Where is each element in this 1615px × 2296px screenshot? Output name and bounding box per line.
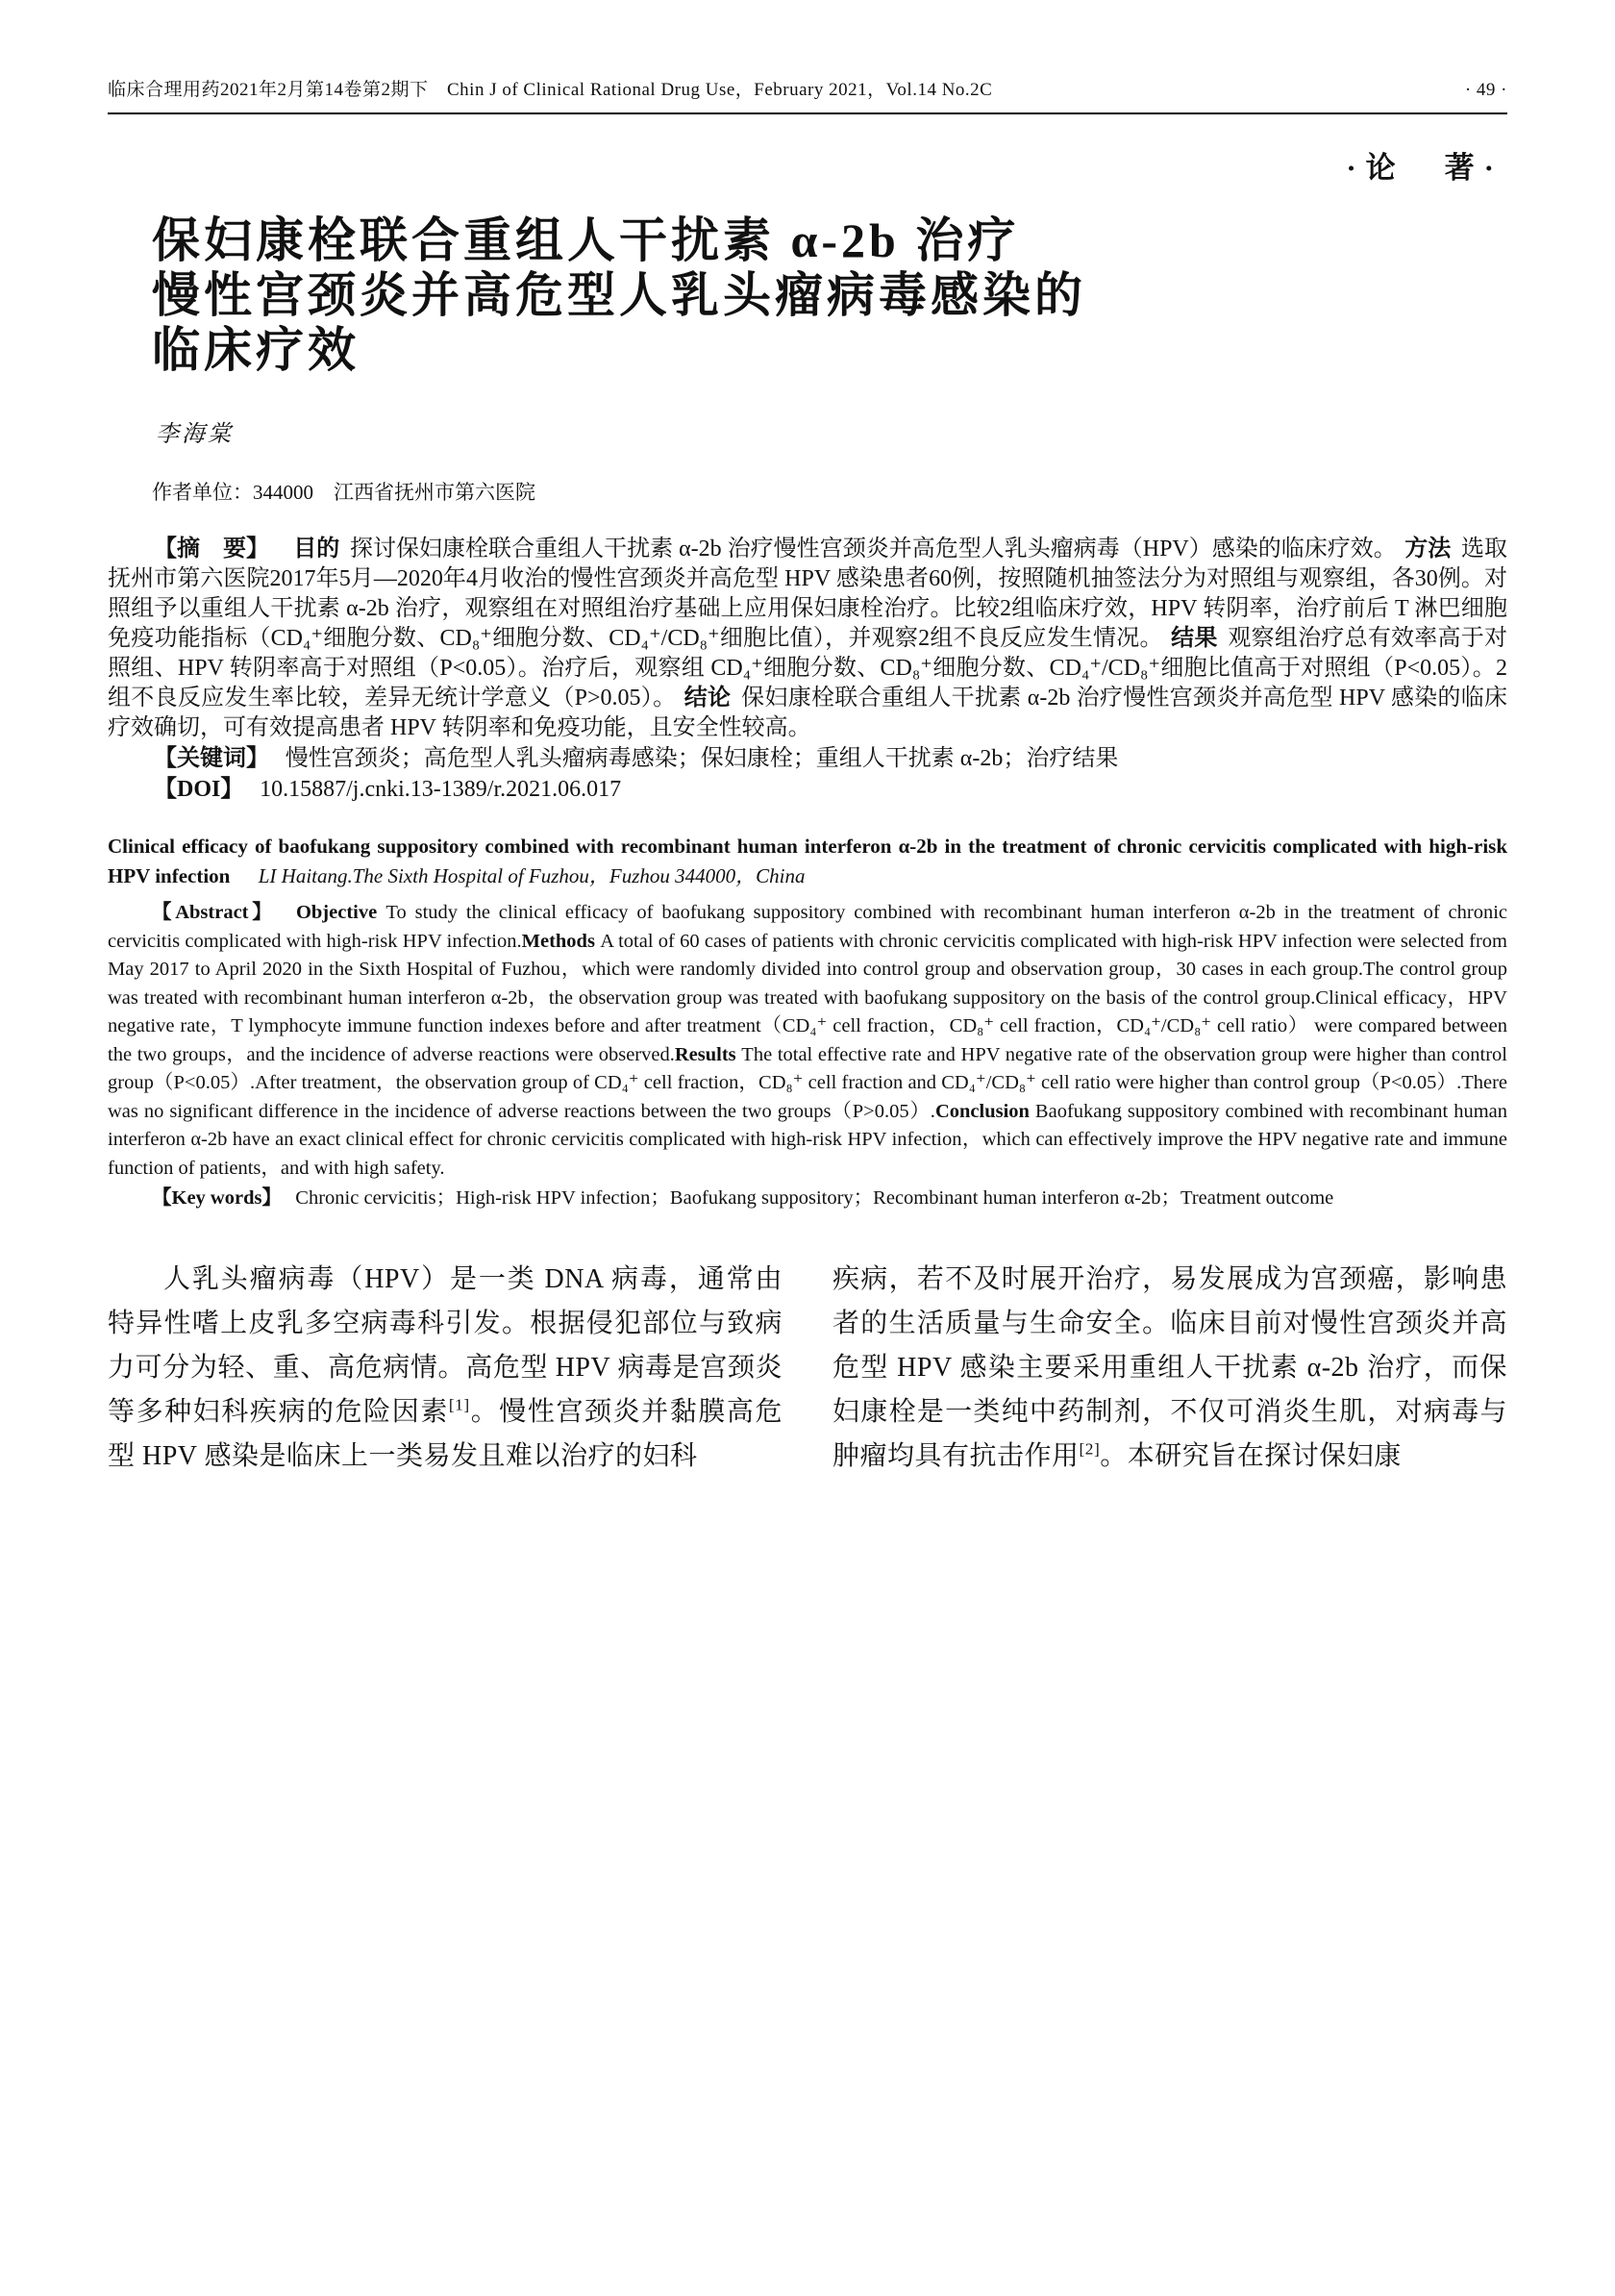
author-affiliation: 作者单位：344000 江西省抚州市第六医院 — [152, 481, 535, 504]
abstract-en-methods-label: Methods — [521, 930, 595, 952]
english-author-affiliation: LI Haitang.The Sixth Hospital of Fuzhou，Fuzhou 344000，China — [258, 864, 806, 887]
doi-line — [108, 775, 1507, 805]
body-left-column — [108, 1258, 783, 1479]
journal-info: 临床合理用药2021年2月第14卷第2期下 Chin J of Clinical Rational Drug Use，February 2021，Vol.14 No.2C — [108, 80, 993, 100]
keywords-cn-label: 【关键词】 — [154, 746, 269, 771]
keywords-english — [108, 1185, 1507, 1213]
author-name: 李海棠 — [156, 422, 234, 447]
article-type-label: ·论 著· — [1346, 151, 1503, 185]
article-title-line-2: 慢性宫颈炎并高危型人乳头瘤病毒感染的 — [152, 268, 1086, 322]
abstract-en-objective-label: Objective — [295, 902, 378, 923]
abstract-en-objective-text: To study the clinical efficacy of baofukang suppository combined with recombinant human interferon α-2b in the treatment of chronic cervicitis complicated with high-risk HPV infection. — [108, 902, 1507, 952]
body-right-text-1: 疾病，若不及时展开治疗，易发展成为宫颈癌，影响患者的生活质量与生命安全。临床目前对慢性宫颈炎并高危型 HPV 感染主要采用重组人干扰素 α-2b 治疗，而保妇康栓是一类纯中药制剂，不仅可消炎生肌，对病毒与肿瘤均具有抗击作用 — [832, 1263, 1507, 1471]
reference-marker-1: [1] — [448, 1395, 470, 1414]
page-number: · 49 · — [1464, 80, 1507, 100]
article-title-line-1: 保妇康栓联合重组人干扰素 α-2b 治疗 — [152, 213, 1020, 267]
abstract-en-results-text: The total effective rate and HPV negative rate of the observation group were higher than control group（P<0.05）.After treatment，the observation group of CD₄⁺ cell fraction，CD₈⁺ cell fraction and CD₄⁺/CD₈⁺ cell ratio were higher than control group（P<0.05）.There was no significant difference in the incidence of adverse reactions between the two groups（P>0.05）. — [108, 1043, 1507, 1122]
body-right-column — [832, 1258, 1507, 1479]
doi-value: 10.15887/j.cnki.13-1389/r.2021.06.017 — [260, 777, 622, 802]
abstract-en-label: 【Abstract】 — [152, 902, 276, 923]
abstract-cn-results-text: 观察组治疗总有效率高于对照组、HPV 转阴率高于对照组（P<0.05）。治疗后，观察组 CD₄⁺细胞分数、CD₈⁺细胞分数、CD₄⁺/CD₈⁺细胞比值高于对照组（P<0.05）。2组不良反应发生率比较，差异无统计学意义（P>0.05）。 — [108, 626, 1508, 711]
abstract-en-results-label: Results — [674, 1043, 736, 1065]
header-divider — [108, 112, 1507, 114]
reference-marker-2: [2] — [1079, 1439, 1101, 1459]
abstract-en-conclusion-label: Conclusion — [934, 1100, 1030, 1122]
abstract-cn-conclusion-label: 结论 — [683, 686, 732, 711]
abstract-chinese — [108, 535, 1507, 743]
abstract-english — [108, 899, 1507, 1183]
keywords-cn-text: 慢性宫颈炎；高危型人乳头瘤病毒感染；保妇康栓；重组人干扰素 α-2b；治疗结果 — [285, 746, 1119, 771]
keywords-en-label: 【Key words】 — [152, 1187, 282, 1209]
body-left-text-2: 。慢性宫颈炎并黏膜高危型 HPV 感染是临床上一类易发且难以治疗的妇科 — [108, 1396, 783, 1471]
abstract-cn-results-label: 结果 — [1171, 626, 1218, 651]
doi-label: 【DOI】 — [154, 777, 244, 802]
abstract-cn-objective-label: 目的 — [293, 537, 340, 562]
abstract-en-conclusion-text: Baofukang suppository combined with recombinant human interferon α-2b have an exact clinical effect for chronic cervicitis complicated with high-risk HPV infection，which can effectively improve the HPV negative rate and immune function of patients，and with high safety. — [108, 1100, 1508, 1179]
abstract-cn-conclusion-text: 保妇康栓联合重组人干扰素 α-2b 治疗慢性宫颈炎并高危型 HPV 感染的临床疗效确切，可有效提高患者 HPV 转阴率和免疫功能，且安全性较高。 — [108, 686, 1507, 740]
abstract-cn-label: 【摘 要】 — [154, 537, 270, 562]
body-left-paragraph — [108, 1258, 783, 1479]
keywords-chinese — [108, 744, 1507, 774]
article-title-line-3: 临床疗效 — [152, 323, 360, 377]
keywords-en-text: Chronic cervicitis；High-risk HPV infection；Baofukang suppository；Recombinant human interferon α-2b；Treatment outcome — [295, 1187, 1334, 1209]
body-two-columns — [108, 1258, 1507, 1479]
page-header — [108, 75, 1507, 101]
abstract-en-methods-text: A total of 60 cases of patients with chronic cervicitis complicated with high-risk HPV infection were selected from May 2017 to April 2020 in the Sixth Hospital of Fuzhou，which were randomly divided into control group and observation group，30 cases in each group.The control group was treated with recombinant human interferon α-2b，the observation group was treated with baofukang suppository on the basis of the control group.Clinical efficacy，HPV negative rate，T lymphocyte immune function indexes before and after treatment（CD₄⁺ cell fraction，CD₈⁺ cell fraction，CD₄⁺/CD₈⁺ cell ratio） were compared between the two groups，and the incidence of adverse reactions were observed. — [108, 930, 1507, 1065]
body-right-paragraph — [832, 1258, 1507, 1479]
abstract-cn-methods-label: 方法 — [1404, 537, 1452, 562]
abstract-cn-objective-text: 探讨保妇康栓联合重组人干扰素 α-2b 治疗慢性宫颈炎并高危型人乳头瘤病毒（HPV）感染的临床疗效。 — [350, 537, 1397, 562]
abstract-cn-methods-text: 选取抚州市第六医院2017年5月—2020年4月收治的慢性宫颈炎并高危型 HPV 感染患者60例，按照随机抽签法分为对照组与观察组，各30例。对照组予以重组人干扰素 α-2b 治疗，观察组在对照组治疗基础上应用保妇康栓治疗。比较2组临床疗效，HPV 转阴率，治疗前后 T 淋巴细胞免疫功能指标（CD₄⁺细胞分数、CD₈⁺细胞分数、CD₄⁺/CD₈⁺细胞比值），并观察2组不良反应发生情况。 — [108, 537, 1508, 651]
english-title-text: Clinical efficacy of baofukang suppository combined with recombinant human interferon α-2b in the treatment of chronic cervicitis complicated with high-risk HPV infection — [108, 835, 1507, 887]
article-title — [108, 213, 1507, 378]
english-title — [108, 832, 1507, 891]
body-right-text-2: 。本研究旨在探讨保妇康 — [1100, 1440, 1402, 1471]
body-left-text-1: 人乳头瘤病毒（HPV）是一类 DNA 病毒，通常由特异性嗜上皮乳多空病毒科引发。根据侵犯部位与致病力可分为轻、重、高危病情。高危型 HPV 病毒是宫颈炎等多种妇科疾病的危险因素 — [108, 1263, 783, 1427]
